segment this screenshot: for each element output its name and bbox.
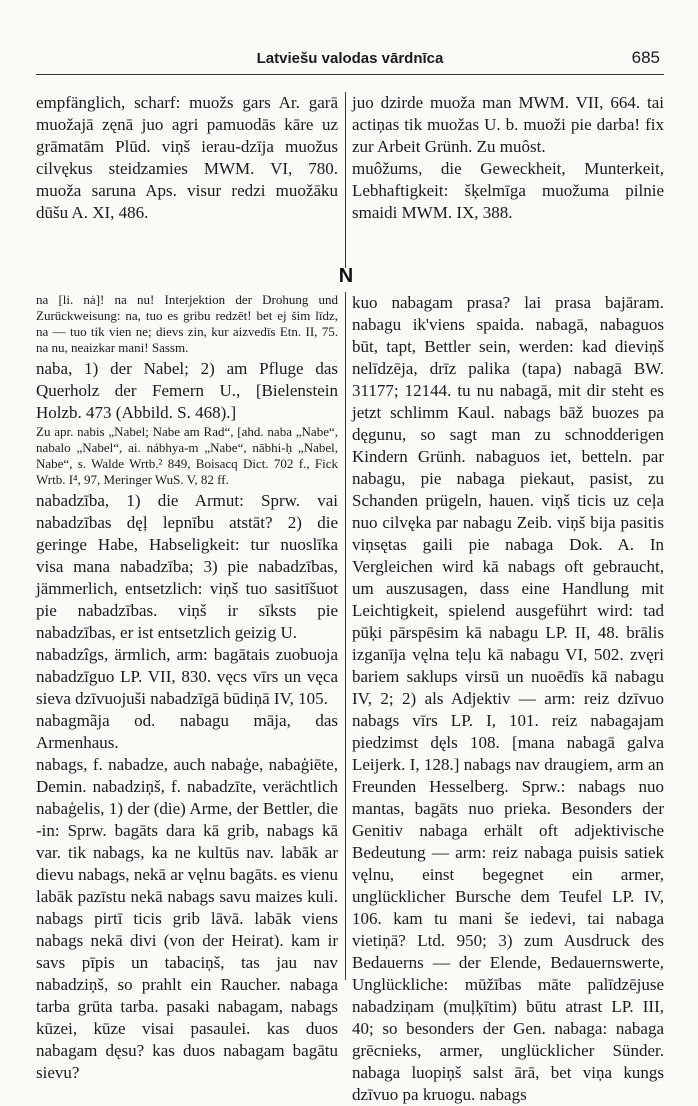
entry-nabagmaja: nabagmãja od. nabagu māja, das Armenhaus. [36, 711, 338, 752]
page-header [36, 44, 664, 75]
right-column [352, 292, 664, 1106]
entry-muozums: muôžums, die Geweckheit, Munterkeit, Lebhaftigkeit: šķelmīga muožuma pilnie smaidi MWM. IX, 388. [352, 159, 664, 222]
section-n-entries [36, 292, 664, 1104]
entry-nabadzigs: nabadzîgs, ärmlich, arm: bagātais zuobuoja nabadzīguo LP. VII, 830. vęcs vīrs un vęca sieva dzīvuojuši nabadzīgā būdiņā IV, 105. [36, 645, 338, 708]
right-column-top [352, 92, 664, 224]
entry-nabadziba: nabadzība, 1) die Armut: Sprw. vai nabadzības dęļ lepnību atstāt? 2) die geringe Habe, Habseligkeit: tur nuoslīka visa mana nabadzība; 3) pie nabadzības, jämmerlich, entsetzlich: viņš tuo sasitīšuot pie nabadzības. viņš ir sīksts pie nabadzības, er ist entsetzlich geizig U. [36, 491, 338, 642]
entry-naba: naba, 1) der Nabel; 2) am Pfluge das Querholz der Femern U., [Bielenstein Holzb. 473 (Abbild. S. 468).] [36, 359, 338, 422]
running-title: Latviešu valodas vārdnīca [256, 50, 444, 67]
entry-continuation: juo dzirde muoža man MWM. VII, 664. tai actiņas tik muožas U. b. muoži pie darba! fix zur Arbeit Grünh. Zu muôst. [352, 93, 664, 156]
entry-na: na [li. nȧ]! na nu! Interjektion der Drohung und Zurückweisung: na, tuo es gribu redzēt! bet ej šim līdz, na — tuo tik vien ne; dievs zin, kur aizvedīs Etn. II, 75. na nu, neaizkar mani! Sassm. [36, 292, 338, 355]
left-column-top [36, 92, 338, 224]
page-number: 685 [631, 48, 660, 67]
entry-nabags-continued: kuo nabagam prasa? lai prasa bajāram. nabagu ik'viens spaida. nabagā, nabaguos būt, tapt, Bettler sein, werden: kad dieviņš nelīdzēja, drīz palika (tapa) nabagā BW. 31177; 12144. tu nu nabagā, mit dir steht es jetzt schlimm Kaul. nabags bāž buozes pa dęgunu, so sagt man zu schnodderigen Kindern Grünh. nabaguos iet, betteln. par nabagu, pie nabaga piekaut, pasist, zu Schanden prügeln, hauen. viņš ticis uz ceļa nuo cilvęka par nabagu Zeib. viņš bija pasitis viņsętas gaili pie nabaga Dok. A. In Vergleichen wird kā nabags oft gebraucht, um auszusagen, dass eine Handlung mit Leichtigkeit, spielend ausgeführt wird: tad pūķi pārspēsim kā nabagu LP. II, 48. brālis izganīja vęlna teļu kā nabagu VI, 502. zvęri bariem saklups virsū un nuoēdīs kā nabagu IV, 2; 2) als Adjektiv — arm: reiz dzīvuo nabags vīrs LP. I, 101. reiz nabagajam piedzimst dęls 108. [mana nabagā galva Leijerk. I, 128.] nabags nav draugiem, arm an Freunden Hesselberg. Sprw.: nabags nuo mantas, bagāts nuo prieka. Besonders der Genitiv nabaga erhält oft adjektivische Bedeutung — arm: reiz nabaga puisis satiek vęlnu, einst begegnet ein armer, unglücklicher Bursche dem Teufel LP. IV, 106. kam tu mani še iedevi, tai nabaga vietiņā? Ltd. 950; 3) zum Ausdruck des Bedauerns — der Elende, Bedauernswerte, Unglückliche: mūžības māte palīdzējuse nabadziņam (muļķītim) būtu atrast LP. III, 40; so besonders der Gen. nabaga: nabaga grēcnieks, armer, unglücklicher Sünder. nabaga luopiņš salst ārā, bet viņa kungs dzīvuo pa kruogu. nabags [352, 293, 664, 1104]
left-column [36, 292, 338, 1084]
column-divider [345, 92, 346, 268]
column-divider [345, 292, 346, 980]
entry-nabags: nabags, f. nabadze, auch nabaģe, nabaģiēte, Demin. nabadziņš, f. nabadzīte, verächtlich nabaģelis, 1) der (die) Arme, der Bettler, die -in: Sprw. bagāts dara kā grib, nabags kā var. tik nabags, ka ne kultūs nav. labāk ar dievu nabags, nekā ar vęlnu bagāts. es vienu labāk pazīstu nekā nabags savu maizes kuli. nabags pirtī ticis grib lāvā. labāk viens nabags nekā divi (von der Heirat). kam ir savs pīpis un tabaciņš, tas jau nav nabadziņš, so prahlt ein Raucher. nabaga tarba grūta tarba. pasaki nabagam, nabags kūzei, kūze visai pasaulei. kas duos nabagam dęsu? kas duos nabagam bagātu sievu? [36, 755, 338, 1082]
etymology-note: Zu apr. nabis „Nabel; Nabe am Rad“, [ahd. naba „Nabe“, nabalo „Nabel“, ai. nábhya-m „Nabe“, nābhi-ḥ „Nabel, Nabe“, s. Walde Wrtb.² 849, Boisacq Dict. 702 f., Fick Wrtb. I⁴, 97, Meringer WuS. V, 82 ff. [36, 424, 338, 487]
continued-entries [36, 92, 664, 268]
section-letter: N [338, 265, 354, 287]
entry-continuation: empfänglich, scharf: muožs gars Ar. garā muožajā zęnā juo agri pamuodās kāre uz grāmatām Plūd. viņš ierau-dzīja muožus cilvękus steidzamies MWM. VI, 780. muoža saruna Aps. visur redzi muožāku dūšu A. XI, 486. [36, 93, 338, 222]
